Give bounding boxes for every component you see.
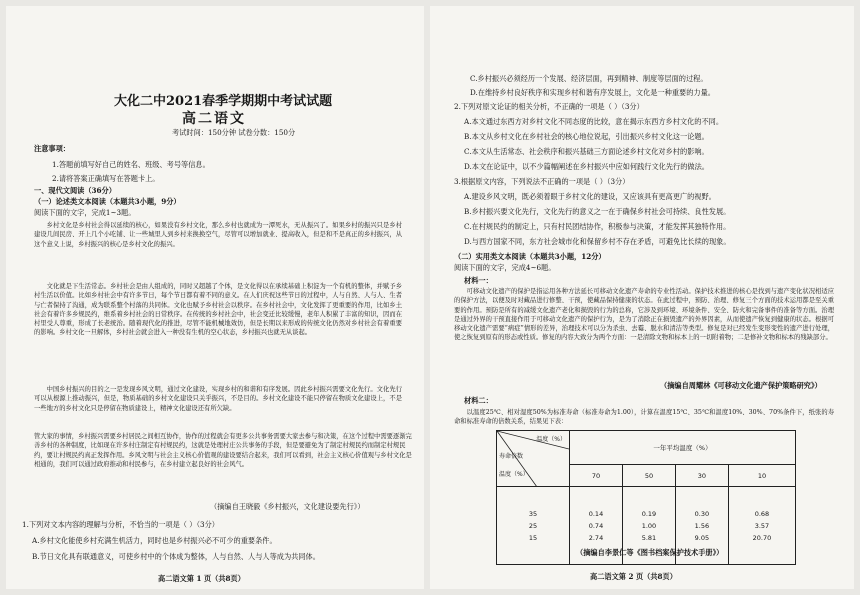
corner-label-top: 温度（%）	[536, 436, 566, 443]
passage-paragraph: 管大家的事情，乡村振兴需要乡村居民之间相互协作，协作的过程就会有更多公共事务需要大家去参与和决策，在这个过程中需要逐渐完善乡村的各种制度，比如现在许多村庄制定有村规民约，这就是处理村庄公共事务的手段，但是要避免为了制定村规民约而制定村规民约，要让村规民约真正发挥作用。乡风文明与社会主义核心价值观的建设要结合起来，我们可以看到，社会主义核心价值观与乡村文化是相通的，我们可以通过政府推动和村民参与，在乡村建立起良好的社会风气。	[34, 433, 412, 468]
table-cell: 20.70	[752, 533, 772, 542]
question-2: 2.下列对原文论证的相关分析，不正确的一项是（ ）（3分）	[454, 102, 644, 111]
question-option: A.乡村文化能使乡村充满生机活力，同时也是乡村振兴必不可少的重要条件。	[32, 536, 277, 545]
paper-lifespan-table	[496, 430, 796, 565]
table-column-header: 10	[728, 465, 795, 487]
question-3: 3.根据原文内容，下列说法不正确的一项是（ ）（3分）	[454, 177, 630, 186]
table-cell: 5.81	[641, 533, 657, 542]
exam-info: 考试时间：150分钟 试卷分数：150分	[172, 128, 296, 137]
page-footer: 高二语文第 1 页（共8页）	[158, 574, 245, 583]
subsection-heading: （二）实用类文本阅读（本题共3小题，12分）	[454, 252, 606, 261]
exam-subtitle: 高二语文	[182, 111, 246, 127]
table-cell: 0.30	[694, 509, 710, 518]
question-option: C.乡村振兴必须经历一个发展、经济层面，再到精神、制度等层面的过程。	[470, 74, 708, 83]
material-2-text: 以温度25℃、相对湿度50%为标准寿命（标准寿命为1.00），计算在温度15℃、35℃和温度10%、30%、70%条件下，纸张的寿命和标准寿命的倍数关系，结果见下表：	[454, 409, 834, 426]
page-footer: 高二语文第 2 页（共8页）	[590, 572, 677, 581]
table-source: （摘编自李景仁等《图书档案保护技术手册》）	[576, 548, 724, 557]
material-label: 材料二：	[464, 396, 493, 405]
note-item: 2.请将答案正确填写在答题卡上。	[52, 174, 160, 183]
table-cell: 1.56	[694, 521, 710, 530]
material-label: 材料一：	[464, 276, 493, 285]
table-cell: 0.19	[641, 509, 657, 518]
question-option: C.本文从生活常态、社会秩序和振兴基础三方面论述乡村文化对乡村的影响。	[464, 147, 709, 156]
instruction: 阅读下面的文字，完成4~6题。	[454, 263, 556, 272]
question-1: 1.下列对文本内容的理解与分析，不恰当的一项是（ ）（3分）	[22, 520, 219, 529]
section-heading: 一、现代文阅读（36分）	[34, 186, 116, 195]
question-option: D.在维持乡村良好秩序和实现乡村和谐有序发展上，文化是一种重要的力量。	[470, 88, 715, 97]
row-label: 15	[528, 533, 538, 542]
question-option: C.在村规民约的制定上，只有村民团结协作，积极参与决策，才能发挥其独特作用。	[464, 222, 731, 231]
question-option: D.与西方国家不同，东方社会城市化和保留乡村不存在矛盾，可避免比长续的现象。	[464, 237, 731, 246]
material-source: （摘编自周耀林《可移动文化遗产保护策略研究》）	[660, 381, 822, 390]
passage-paragraph: 文化就是下生活常态。乡村社会是由人组成的，同时又超越了个体，是文化得以在承续基础上积淀为一个有机的整体，并赋予乡村生活以价值。比如乡村社会中有许多节日，每个节日都有着不同的意义。在人们庆祝这些节日的过程中，人与自然、人与人、生者与亡者保持了沟通，成为联系整个村落的共同体。文化也赋予乡村社会以秩序。在乡村社会中，文化发挥了更重要的作用，比如乡土社会有着许多乡规民约，维系着乡村社会的日常秩序。在传统的乡村社会中，社会变迁比较缓慢，老年人积累了丰富的知识，因而在村里受人尊重，形成了长老统治。随着现代化的推进，尽管不能机械地效仿，但是长期以来形成的传统文化仍然对乡村社会有着重要的影响。乡村文化一旦解体，乡村社会就会进入一种没有生机的空心状态，乡村振兴也就无从谈起。	[34, 283, 402, 337]
question-option: D.本文在论证中，以不少篇幅阐述在乡村振兴中应如何践行文化先行的做法。	[464, 162, 709, 171]
table-corner-cell	[497, 431, 570, 487]
notes-heading: 注意事项：	[34, 144, 70, 153]
question-option: A.本文通过东西方对乡村文化不同态度的比较，意在揭示东西方乡村文化的不同。	[464, 117, 724, 126]
row-label: 25	[528, 521, 538, 530]
corner-label-mid: 寿命倍数	[499, 453, 524, 460]
table-column-header: 30	[675, 465, 728, 487]
instruction: 阅读下面的文字，完成1~3题。	[34, 208, 136, 217]
row-label: 35	[528, 509, 538, 518]
question-option: B.乡村振兴要文化先行，文化先行的意义之一在于确保乡村社会可持续、良性发展。	[464, 207, 731, 216]
table-cell: 3.57	[754, 521, 770, 530]
table-group-header: 一年平均温度（%）	[570, 431, 796, 465]
table-cell: 0.74	[588, 521, 604, 530]
question-option: B.本文从乡村文化在乡村社会的核心地位说起，引出振兴乡村文化这一论题。	[464, 132, 709, 141]
passage-paragraph: 中国乡村振兴的目的之一是发现乡风文明，通过文化建设，实现乡村的和谐和有序发展。因此乡村振兴需要文化先行。文化先行可以从根源上推动振兴，但是，物质基础的乡村文化建设只关乎振兴，不是目的。乡村文化建设不能只停留在物质文化建设上，不是一些地方的乡村文化只是停留在物质建设上，精神文化建设还有所欠缺。	[34, 386, 402, 412]
corner-label-bottom: 温度（%）	[499, 471, 529, 478]
table-column-values	[728, 487, 795, 565]
table-cell: 0.14	[588, 509, 604, 518]
passage-paragraph: 乡村文化是乡村社会得以延续的核心，如果没有乡村文化，那么乡村也就成为一潭死水，无从振兴了。如果乡村的振兴只是乡村建设几间民房、开上几个小吃铺、让一些城里人到乡村来换换空气，尽管可以增加就业、提高收入，但是和不是真正的乡村振兴，从这个意义上说，乡村振兴的核心是乡村文化的振兴。	[34, 222, 402, 248]
table-cell: 0.68	[754, 509, 770, 518]
exam-title: 大化二中2021春季学期期中考试试题	[114, 94, 333, 109]
table-row-labels	[497, 487, 570, 565]
question-option: A.建设乡风文明，既必须着眼于乡村文化的建设，又应该具有更高更广的视野。	[464, 192, 716, 201]
table-cell: 1.00	[641, 521, 657, 530]
table-cell: 2.74	[588, 533, 604, 542]
table-column-header: 70	[570, 465, 623, 487]
right-page	[430, 6, 854, 589]
table-cell: 9.05	[694, 533, 710, 542]
subsection-heading: （一）论述类文本阅读（本题共3小题，9分）	[34, 197, 181, 206]
table-column-header: 50	[622, 465, 675, 487]
question-option: B.节日文化具有联通意义，可使乡村中的个体成为整体，人与自然、人与人等成为共同体。	[32, 552, 320, 561]
note-item: 1.答题前填写好自己的姓名、班级、考号等信息。	[52, 160, 210, 169]
left-page	[6, 6, 424, 589]
material-1-text: 可移动文化遗产的保护是指运用各种方法延长可移动文化遗产寿命的专业性活动。保护技术推进的核心是找到与遗产变化状况相适应的保护方法，以便及时对藏品进行修整、干预，使藏品保持健康的状态。在此过程中，预防、治理、修复三个方面的技术运用都是至关重要的作用。预防是所有的减缓文化遗产老化和损毁的行为的总称，它涉及到环境、环境条件、安全、防火和完备事件的准备等方面。治理是通过外界的干预直接作用于可移动文化遗产的保护行为，是为了消除正在损毁遗产的外界因素，从而使遗产恢复到健康的状态。根据可移动文化遗产需要“病症”情形的差异，治理技术可以分为杀虫、去霉、脱水和清洁等类型。修复是对已经发生变形变性的遗产进行处理，使之恢复到原有的形态或性质。修复的内容大致分为两个方面：一是清除文物和标本上的一切附着物；二是修补文物和标本的残缺部分。	[454, 288, 834, 342]
passage-source: （摘编自王晓毅《乡村振兴，文化建设要先行》）	[210, 502, 365, 511]
